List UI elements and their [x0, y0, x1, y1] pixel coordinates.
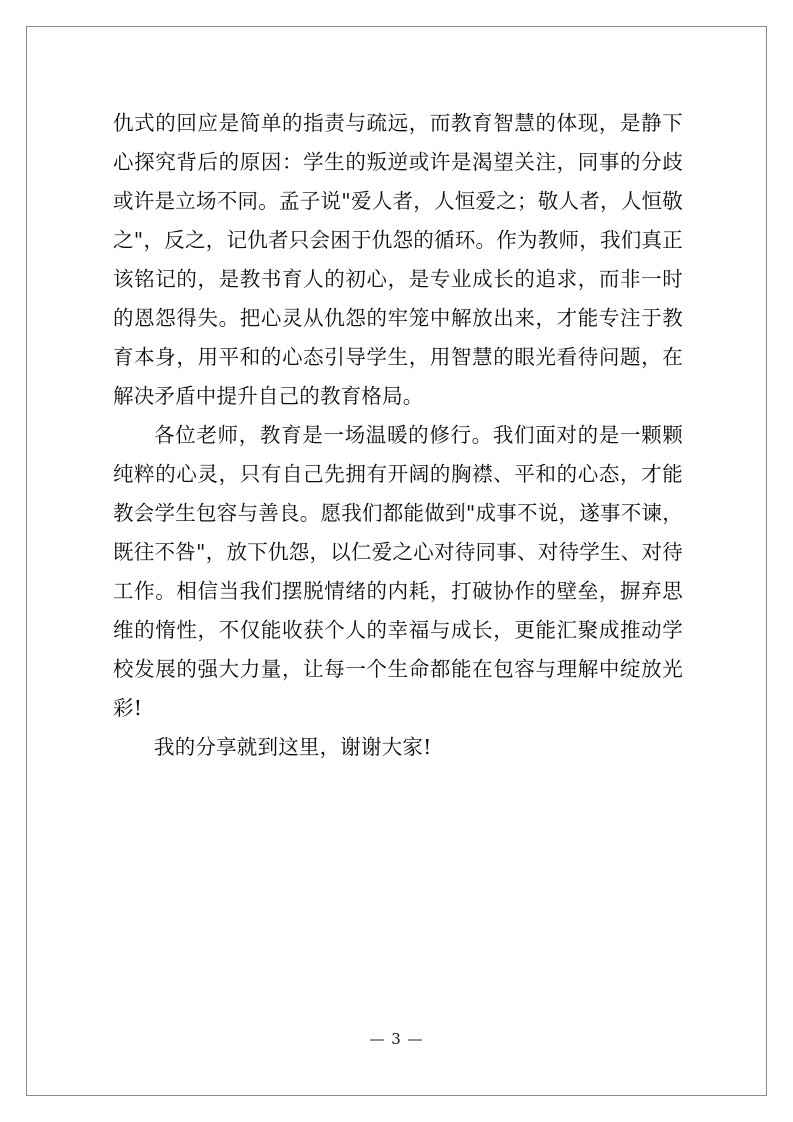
paragraph-1: 仇式的回应是简单的指责与疏远，而教育智慧的体现，是静下心探究背后的原因：学生的叛逆或许是渴望关注，同事的分歧或许是立场不同。孟子说"爱人者，人恒爱之；敬人者，人恒敬之"，反之，记仇者只会困于仇怨的循环。作为教师，我们真正该铭记的，是教书育人的初心，是专业成长的追求，而非一时的恩怨得失。把心灵从仇怨的牢笼中解放出来，才能专注于教育本身，用平和的心态引导学生，用智慧的眼光看待问题，在解决矛盾中提升自己的教育格局。: [113, 111, 683, 408]
document-body: [113, 104, 683, 767]
paragraph-2: 各位老师，教育是一场温暖的修行。我们面对的是一颗颗纯粹的心灵，只有自己先拥有开阔的胸襟、平和的心态，才能教会学生包容与善良。愿我们都能做到"成事不说，遂事不谏，既往不咎"，放下仇怨，以仁爱之心对待同事、对待学生、对待工作。相信当我们摆脱情绪的内耗，打破协作的壁垒，摒弃思维的惰性，不仅能收获个人的幸福与成长，更能汇聚成推动学校发展的强大力量，让每一个生命都能在包容与理解中绽放光彩!: [113, 423, 683, 720]
page-number: — 3 —: [369, 1030, 424, 1048]
paragraph-3: 我的分享就到这里，谢谢大家!: [154, 735, 432, 759]
